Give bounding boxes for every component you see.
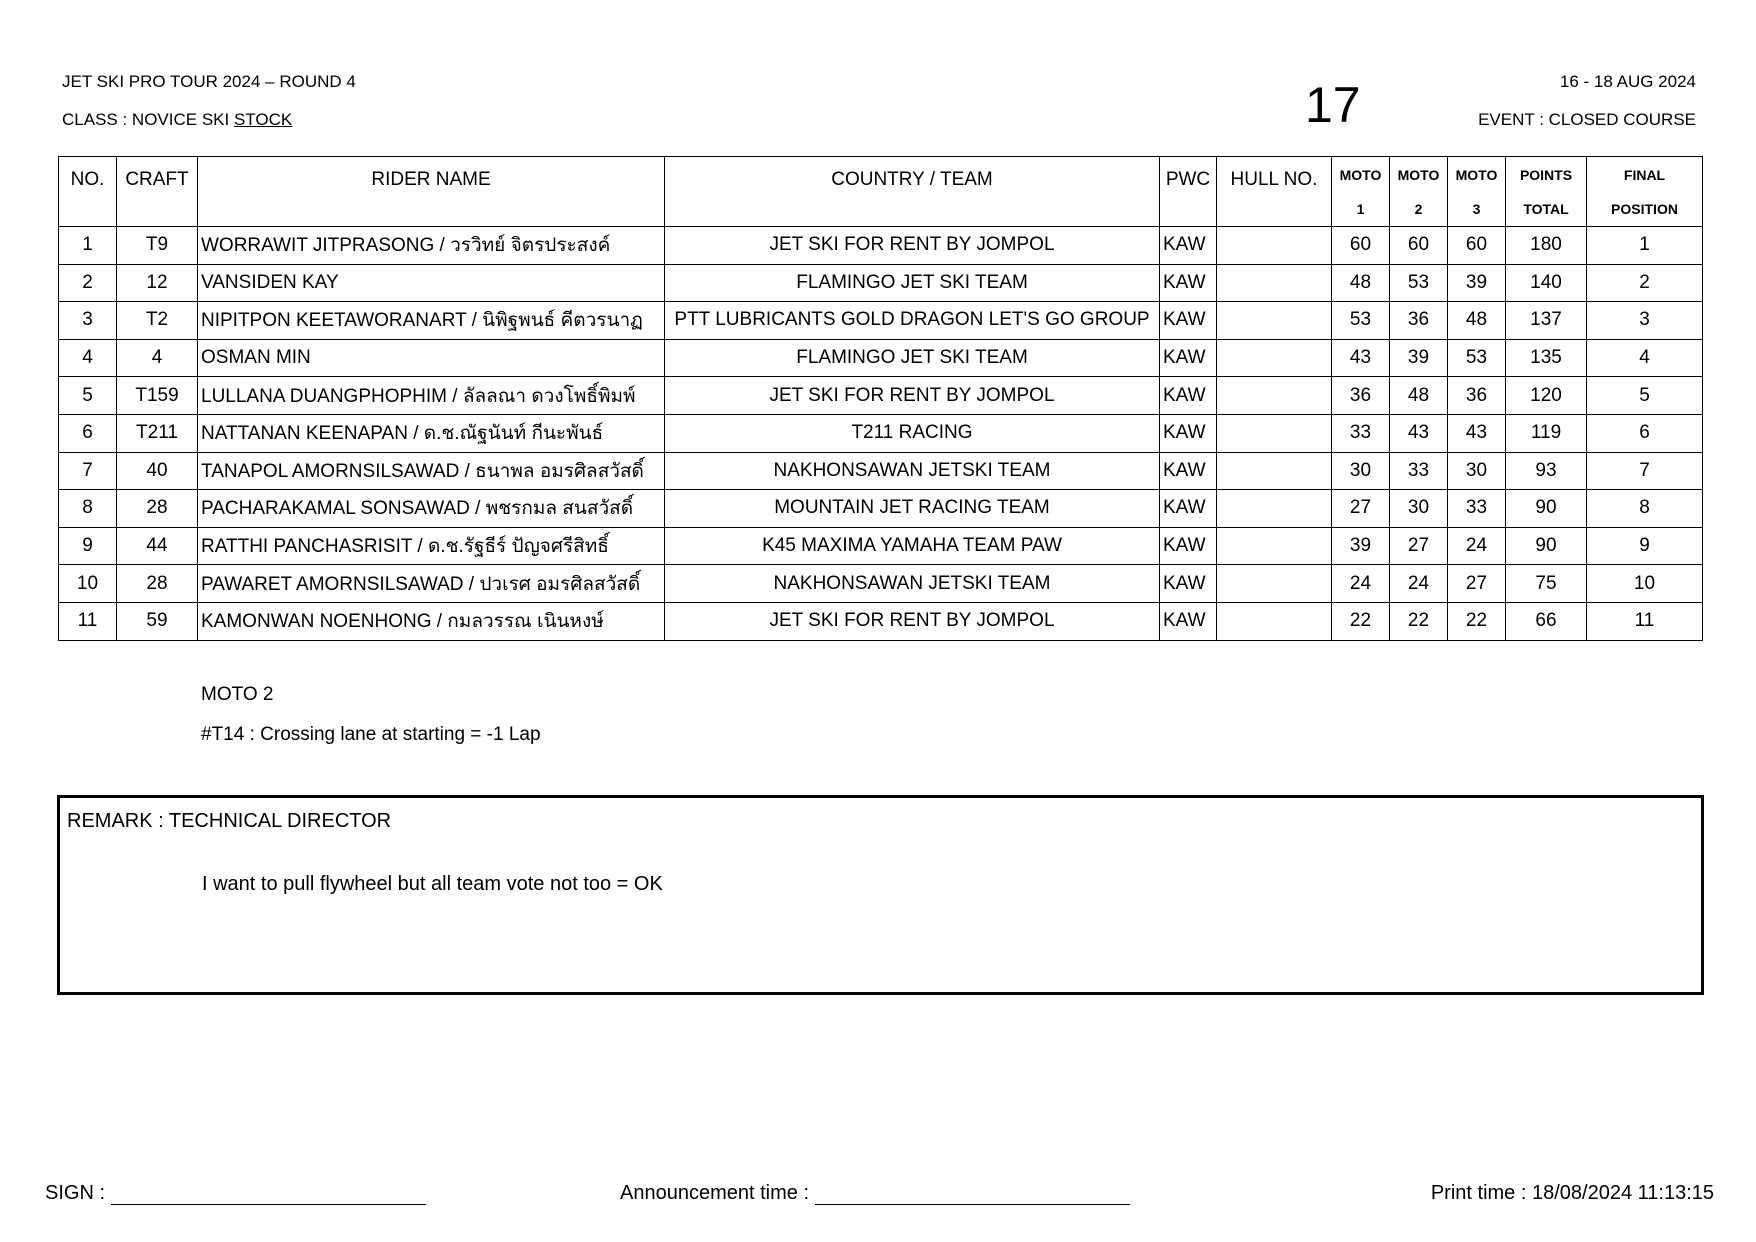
cell-moto3: 22: [1448, 602, 1506, 640]
col-header-moto3: MOTO 3: [1448, 157, 1506, 227]
remark-box: [57, 795, 1704, 995]
cell-pwc: KAW: [1160, 264, 1217, 302]
table-row: [59, 339, 1703, 377]
page-number: 17: [1305, 77, 1361, 133]
cell-no: 7: [59, 452, 117, 490]
col-header-moto1: MOTO 1: [1332, 157, 1390, 227]
cell-moto1: 30: [1332, 452, 1390, 490]
cell-pwc: KAW: [1160, 339, 1217, 377]
class-label: [62, 110, 292, 130]
cell-moto3: 43: [1448, 414, 1506, 452]
cell-final-position: 7: [1587, 452, 1703, 490]
cell-hull: [1217, 302, 1332, 340]
cell-final-position: 6: [1587, 414, 1703, 452]
cell-moto2: 39: [1390, 339, 1448, 377]
cell-final-position: 3: [1587, 302, 1703, 340]
col-header-no: NO.: [59, 157, 117, 227]
announcement-label: Announcement time :: [620, 1182, 809, 1204]
announcement-line: [620, 1182, 1130, 1205]
cell-moto2: 36: [1390, 302, 1448, 340]
cell-moto1: 27: [1332, 490, 1390, 528]
cell-moto3: 60: [1448, 227, 1506, 265]
table-row: [59, 302, 1703, 340]
cell-final-position: 1: [1587, 227, 1703, 265]
cell-team: FLAMINGO JET SKI TEAM: [665, 264, 1160, 302]
cell-final-position: 11: [1587, 602, 1703, 640]
cell-hull: [1217, 602, 1332, 640]
class-name: STOCK: [233, 110, 293, 129]
results-table: [58, 156, 1703, 641]
cell-team: JET SKI FOR RENT BY JOMPOL: [665, 377, 1160, 415]
cell-no: 9: [59, 527, 117, 565]
cell-rider: KAMONWAN NOENHONG / กมลวรรณ เนินหงษ์: [198, 602, 665, 640]
cell-craft: T9: [117, 227, 198, 265]
header-row: [59, 157, 1703, 227]
cell-points-total: 75: [1506, 565, 1587, 603]
cell-no: 11: [59, 602, 117, 640]
cell-moto1: 24: [1332, 565, 1390, 603]
cell-craft: 28: [117, 490, 198, 528]
cell-craft: 40: [117, 452, 198, 490]
cell-moto3: 30: [1448, 452, 1506, 490]
cell-moto2: 24: [1390, 565, 1448, 603]
cell-points-total: 120: [1506, 377, 1587, 415]
cell-pwc: KAW: [1160, 490, 1217, 528]
table-row: [59, 452, 1703, 490]
cell-points-total: 135: [1506, 339, 1587, 377]
cell-rider: LULLANA DUANGPHOPHIM / ลัลลณา ดวงโพธิ์พิมพ์: [198, 377, 665, 415]
event-type: EVENT : CLOSED COURSE: [1478, 110, 1696, 129]
cell-rider: VANSIDEN KAY: [198, 264, 665, 302]
cell-no: 8: [59, 490, 117, 528]
cell-hull: [1217, 490, 1332, 528]
cell-team: PTT LUBRICANTS GOLD DRAGON LET'S GO GROUP: [665, 302, 1160, 340]
cell-moto3: 36: [1448, 377, 1506, 415]
cell-moto2: 48: [1390, 377, 1448, 415]
cell-moto3: 48: [1448, 302, 1506, 340]
col-header-final: FINAL POSITION: [1587, 157, 1703, 227]
cell-moto2: 43: [1390, 414, 1448, 452]
cell-moto3: 24: [1448, 527, 1506, 565]
cell-moto1: 43: [1332, 339, 1390, 377]
cell-team: FLAMINGO JET SKI TEAM: [665, 339, 1160, 377]
sign-blank: [111, 1184, 426, 1205]
cell-team: JET SKI FOR RENT BY JOMPOL: [665, 602, 1160, 640]
table-row: [59, 414, 1703, 452]
col-header-craft: CRAFT: [117, 157, 198, 227]
cell-no: 2: [59, 264, 117, 302]
cell-pwc: KAW: [1160, 377, 1217, 415]
cell-rider: PACHARAKAMAL SONSAWAD / พชรกมล สนสวัสดิ์: [198, 490, 665, 528]
cell-hull: [1217, 452, 1332, 490]
cell-hull: [1217, 264, 1332, 302]
event-title: JET SKI PRO TOUR 2024 – ROUND 4: [62, 72, 356, 91]
cell-hull: [1217, 527, 1332, 565]
cell-points-total: 140: [1506, 264, 1587, 302]
cell-hull: [1217, 227, 1332, 265]
table-row: [59, 264, 1703, 302]
cell-final-position: 10: [1587, 565, 1703, 603]
cell-points-total: 93: [1506, 452, 1587, 490]
cell-hull: [1217, 414, 1332, 452]
cell-hull: [1217, 339, 1332, 377]
cell-team: K45 MAXIMA YAMAHA TEAM PAW: [665, 527, 1160, 565]
cell-no: 1: [59, 227, 117, 265]
cell-moto3: 53: [1448, 339, 1506, 377]
col-header-points: POINTS TOTAL: [1506, 157, 1587, 227]
cell-rider: NATTANAN KEENAPAN / ด.ช.ณัฐนันท์ กีนะพันธ์: [198, 414, 665, 452]
cell-final-position: 2: [1587, 264, 1703, 302]
cell-craft: 12: [117, 264, 198, 302]
cell-pwc: KAW: [1160, 414, 1217, 452]
cell-moto1: 48: [1332, 264, 1390, 302]
cell-final-position: 8: [1587, 490, 1703, 528]
class-prefix: CLASS : NOVICE SKI: [62, 110, 234, 129]
cell-rider: NIPITPON KEETAWORANART / นิพิฐพนธ์ คีตวรนาฏ: [198, 302, 665, 340]
cell-craft: 44: [117, 527, 198, 565]
table-row: [59, 527, 1703, 565]
event-dates: 16 - 18 AUG 2024: [1559, 72, 1696, 91]
cell-moto2: 22: [1390, 602, 1448, 640]
col-header-moto2: MOTO 2: [1390, 157, 1448, 227]
table-row: [59, 565, 1703, 603]
cell-points-total: 66: [1506, 602, 1587, 640]
cell-rider: TANAPOL AMORNSILSAWAD / ธนาพล อมรศิลสวัสดิ์: [198, 452, 665, 490]
cell-rider: OSMAN MIN: [198, 339, 665, 377]
remark-title: REMARK : TECHNICAL DIRECTOR: [67, 810, 392, 832]
cell-moto1: 53: [1332, 302, 1390, 340]
cell-points-total: 90: [1506, 490, 1587, 528]
cell-moto2: 27: [1390, 527, 1448, 565]
cell-moto1: 33: [1332, 414, 1390, 452]
col-header-team: COUNTRY / TEAM: [665, 157, 1160, 227]
cell-pwc: KAW: [1160, 565, 1217, 603]
cell-rider: RATTHI PANCHASRISIT / ด.ช.รัฐธีร์ ปัญจศรีสิทธิ์: [198, 527, 665, 565]
cell-no: 5: [59, 377, 117, 415]
cell-no: 10: [59, 565, 117, 603]
note-title: MOTO 2: [201, 684, 274, 705]
cell-moto2: 53: [1390, 264, 1448, 302]
cell-moto2: 60: [1390, 227, 1448, 265]
cell-moto2: 33: [1390, 452, 1448, 490]
cell-final-position: 5: [1587, 377, 1703, 415]
cell-points-total: 180: [1506, 227, 1587, 265]
cell-points-total: 119: [1506, 414, 1587, 452]
cell-moto1: 39: [1332, 527, 1390, 565]
cell-team: T211 RACING: [665, 414, 1160, 452]
cell-points-total: 90: [1506, 527, 1587, 565]
cell-final-position: 9: [1587, 527, 1703, 565]
cell-team: JET SKI FOR RENT BY JOMPOL: [665, 227, 1160, 265]
sign-line: [45, 1182, 426, 1205]
cell-craft: T211: [117, 414, 198, 452]
cell-hull: [1217, 377, 1332, 415]
cell-points-total: 137: [1506, 302, 1587, 340]
cell-moto1: 22: [1332, 602, 1390, 640]
cell-craft: 4: [117, 339, 198, 377]
cell-rider: WORRAWIT JITPRASONG / วรวิทย์ จิตรประสงค์: [198, 227, 665, 265]
table-row: [59, 602, 1703, 640]
cell-craft: 28: [117, 565, 198, 603]
cell-craft: T2: [117, 302, 198, 340]
cell-pwc: KAW: [1160, 452, 1217, 490]
cell-moto3: 39: [1448, 264, 1506, 302]
cell-pwc: KAW: [1160, 302, 1217, 340]
print-time: Print time : 18/08/2024 11:13:15: [1430, 1182, 1714, 1204]
cell-hull: [1217, 565, 1332, 603]
cell-pwc: KAW: [1160, 527, 1217, 565]
cell-team: NAKHONSAWAN JETSKI TEAM: [665, 452, 1160, 490]
cell-craft: 59: [117, 602, 198, 640]
cell-team: NAKHONSAWAN JETSKI TEAM: [665, 565, 1160, 603]
col-header-rider: RIDER NAME: [198, 157, 665, 227]
sign-label: SIGN :: [45, 1182, 106, 1204]
cell-moto3: 33: [1448, 490, 1506, 528]
table-row: [59, 227, 1703, 265]
cell-team: MOUNTAIN JET RACING TEAM: [665, 490, 1160, 528]
table-row: [59, 377, 1703, 415]
cell-final-position: 4: [1587, 339, 1703, 377]
note-line: #T14 : Crossing lane at starting = -1 Lap: [201, 724, 541, 745]
cell-moto1: 60: [1332, 227, 1390, 265]
announcement-blank: [815, 1184, 1130, 1205]
cell-pwc: KAW: [1160, 602, 1217, 640]
col-header-pwc: PWC: [1160, 157, 1217, 227]
table-row: [59, 490, 1703, 528]
cell-moto2: 30: [1390, 490, 1448, 528]
cell-craft: T159: [117, 377, 198, 415]
cell-rider: PAWARET AMORNSILSAWAD / ปวเรศ อมรศิลสวัสดิ์: [198, 565, 665, 603]
cell-moto3: 27: [1448, 565, 1506, 603]
cell-no: 4: [59, 339, 117, 377]
cell-no: 3: [59, 302, 117, 340]
cell-moto1: 36: [1332, 377, 1390, 415]
cell-no: 6: [59, 414, 117, 452]
remark-text: I want to pull flywheel but all team vote not too = OK: [202, 873, 663, 895]
cell-pwc: KAW: [1160, 227, 1217, 265]
col-header-hull: HULL NO.: [1217, 157, 1332, 227]
